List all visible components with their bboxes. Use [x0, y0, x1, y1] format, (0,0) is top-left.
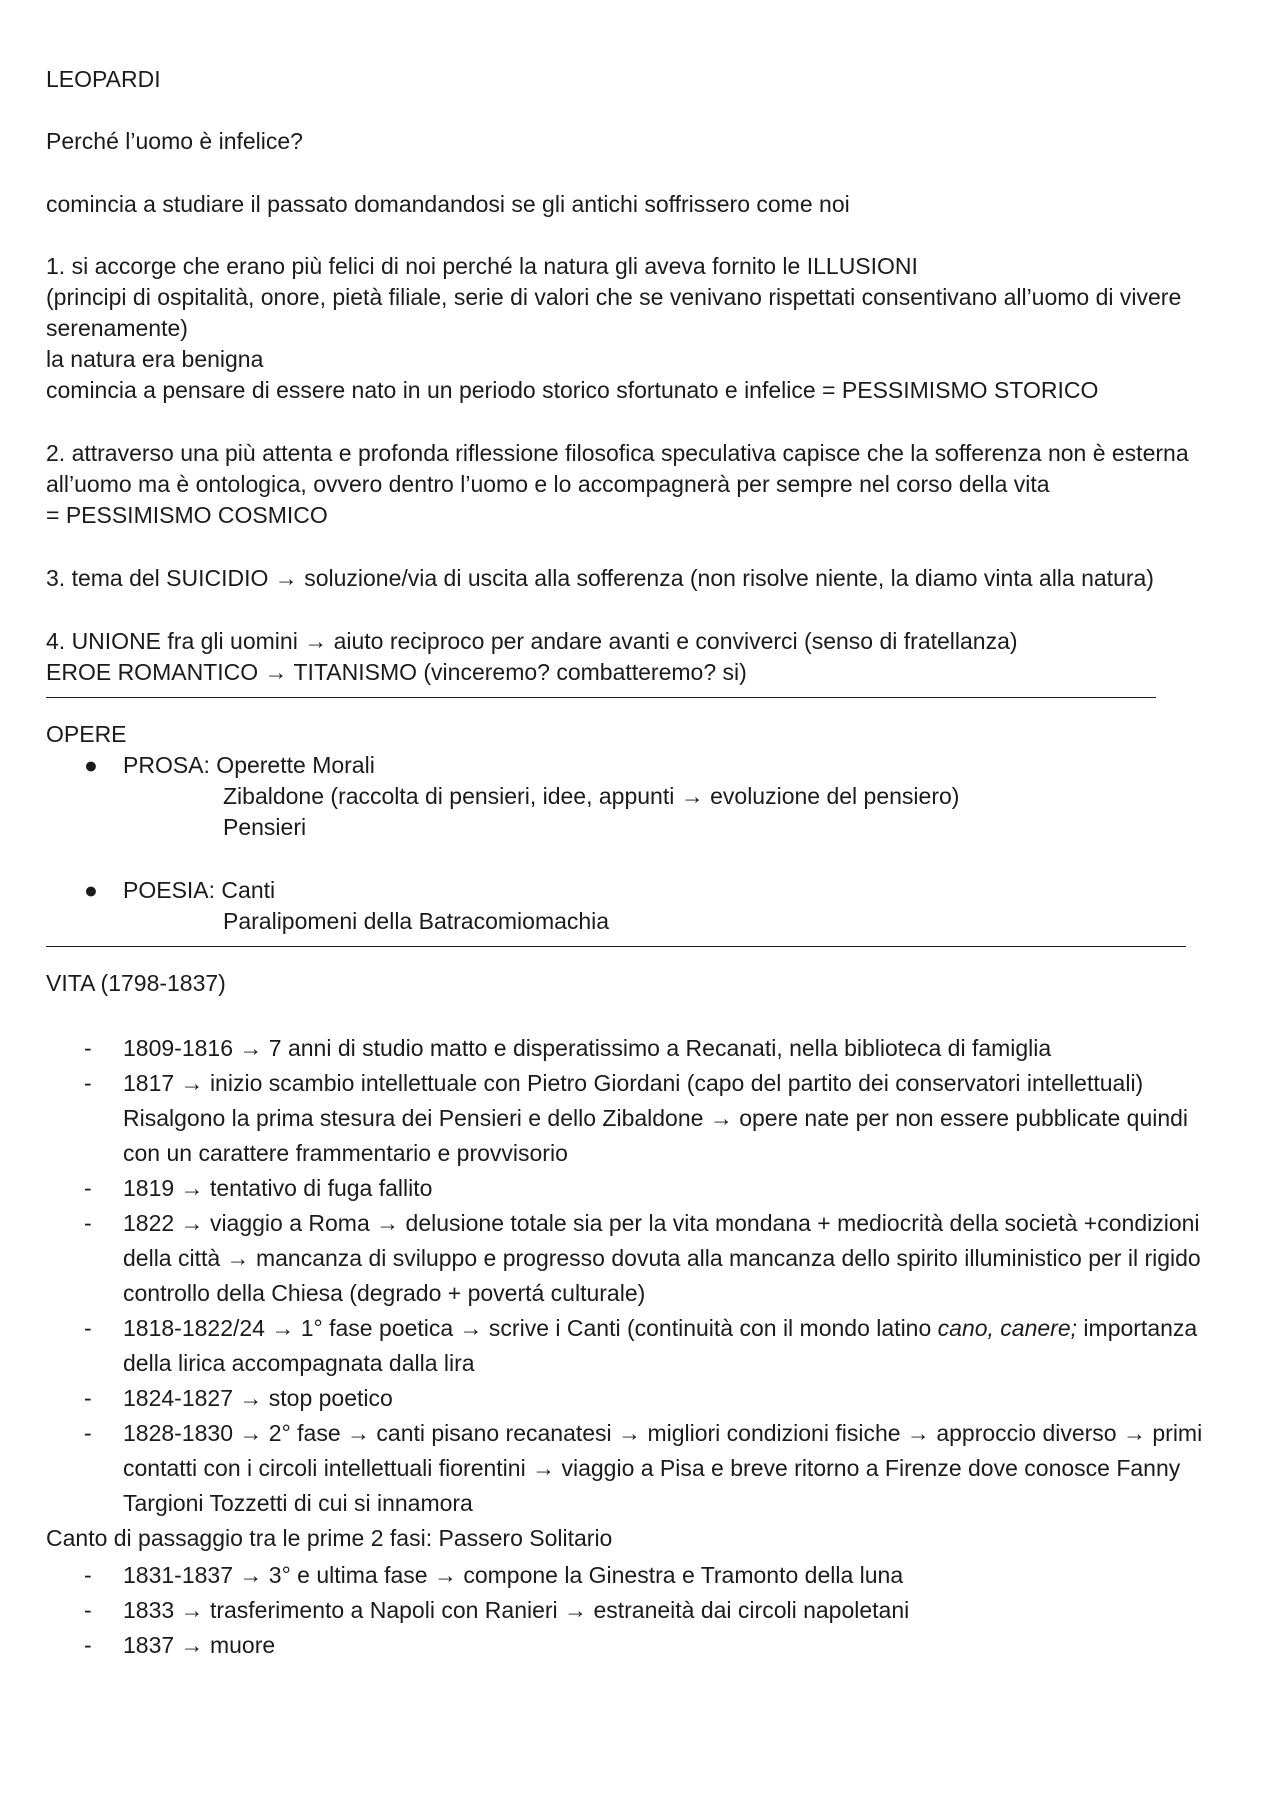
dash-icon: -: [84, 1420, 92, 1446]
vita-entry-line: con un carattere frammentario e provvisorio: [123, 1140, 568, 1166]
point2-line2: all’uomo ma è ontologica, ovvero dentro l’uomo e lo accompagnerà per sempre nel corso della vita: [46, 471, 1050, 497]
question-line: Perché l’uomo è infelice?: [46, 128, 303, 154]
point3-line: 3. tema del SUICIDIO → soluzione/via di uscita alla sofferenza (non risolve niente, la diamo vinta alla natura): [46, 565, 1154, 591]
prosa-item: Pensieri: [223, 814, 307, 840]
vita-entry-line: 1828-1830 → 2° fase → canti pisano recanatesi → migliori condizioni fisiche → approccio diverso → primi: [123, 1420, 1203, 1446]
point1-line5: comincia a pensare di essere nato in un periodo storico sfortunato e infelice = PESSIMISMO STORICO: [46, 377, 1099, 403]
dash-icon: -: [84, 1315, 92, 1341]
vita-entry-line: 1833 → trasferimento a Napoli con Ranieri → estraneità dai circoli napoletani: [123, 1597, 910, 1623]
poesia-item: Paralipomeni della Batracomiomachia: [223, 908, 610, 934]
dash-icon: -: [84, 1562, 92, 1588]
vita-entry-line: della città → mancanza di sviluppo e progresso dovuta alla mancanza dello spirito illuministico per il rigido: [123, 1245, 1201, 1271]
vita-entry-line: 1819 → tentativo di fuga fallito: [123, 1175, 433, 1201]
dash-icon: -: [84, 1385, 92, 1411]
prosa-item: Zibaldone (raccolta di pensieri, idee, appunti → evoluzione del pensiero): [223, 783, 960, 809]
poesia-label: POESIA: Canti: [123, 877, 276, 903]
vita-entry-line: della lirica accompagnata dalla lira: [123, 1350, 475, 1376]
vita-entry-line: 1831-1837 → 3° e ultima fase → compone la Ginestra e Tramonto della luna: [123, 1562, 904, 1588]
vita-entry-text: importanza: [1077, 1315, 1198, 1341]
vita-heading: VITA (1798-1837): [46, 970, 226, 996]
point2-line3: = PESSIMISMO COSMICO: [46, 502, 328, 528]
opere-heading: OPERE: [46, 721, 127, 747]
vita-entry-text: 1818-1822/24 → 1° fase poetica → scrive i Canti (continuità con il mondo latino: [123, 1315, 938, 1341]
dash-icon: -: [84, 1632, 92, 1658]
point2-line1: 2. attraverso una più attenta e profonda riflessione filosofica speculativa capisce che la sofferenza non è esterna: [46, 440, 1189, 466]
vita-entry-line: 1822 → viaggio a Roma → delusione totale sia per la vita mondana + mediocrità della società +condizioni: [123, 1210, 1200, 1236]
vita-entry-line: Targioni Tozzetti di cui si innamora: [123, 1490, 473, 1516]
prosa-label: PROSA: Operette Morali: [123, 752, 375, 778]
vita-entry-line: 1817 → inizio scambio intellettuale con Pietro Giordani (capo del partito dei conservatori intellettuali): [123, 1070, 1144, 1096]
passaggio-line: Canto di passaggio tra le prime 2 fasi: Passero Solitario: [46, 1525, 613, 1551]
intro-line: comincia a studiare il passato domandandosi se gli antichi soffrissero come noi: [46, 191, 850, 217]
vita-entry-line: Risalgono la prima stesura dei Pensieri e dello Zibaldone → opere nate per non essere pubblicate quindi: [123, 1105, 1189, 1131]
point1-line3: serenamente): [46, 315, 188, 341]
dash-icon: -: [84, 1070, 92, 1096]
vita-entry-line: 1824-1827 → stop poetico: [123, 1385, 393, 1411]
point1-line2: (principi di ospitalità, onore, pietà filiale, serie di valori che se venivano rispettati consentivano all’uomo di vivere: [46, 284, 1182, 310]
divider-line: [46, 946, 1186, 947]
doc-title: LEOPARDI: [46, 66, 161, 92]
dash-icon: -: [84, 1597, 92, 1623]
point1-line1: 1. si accorge che erano più felici di noi perché la natura gli aveva fornito le ILLUSIONI: [46, 253, 918, 279]
dash-icon: -: [84, 1035, 92, 1061]
vita-entry-line-italic: [123, 1311, 1243, 1346]
point1-line4: la natura era benigna: [46, 346, 264, 372]
vita-entry-line: 1837 → muore: [123, 1632, 276, 1658]
point4-line1: 4. UNIONE fra gli uomini → aiuto reciproco per andare avanti e conviverci (senso di fratellanza): [46, 628, 1018, 654]
point4-line2: EROE ROMANTICO → TITANISMO (vinceremo? combatteremo? si): [46, 659, 747, 685]
italic-term: cano, canere;: [937, 1315, 1078, 1341]
dash-icon: -: [84, 1175, 92, 1201]
bullet-icon: ●: [84, 877, 98, 903]
divider-line: [46, 697, 1156, 698]
vita-entry-line: 1809-1816 → 7 anni di studio matto e disperatissimo a Recanati, nella biblioteca di famiglia: [123, 1035, 1052, 1061]
dash-icon: -: [84, 1210, 92, 1236]
vita-entry-line: contatti con i circoli intellettuali fiorentini → viaggio a Pisa e breve ritorno a Firenze dove conosce Fanny: [123, 1455, 1181, 1481]
vita-entry-line: controllo della Chiesa (degrado + povertá culturale): [123, 1280, 646, 1306]
bullet-icon: ●: [84, 752, 98, 778]
